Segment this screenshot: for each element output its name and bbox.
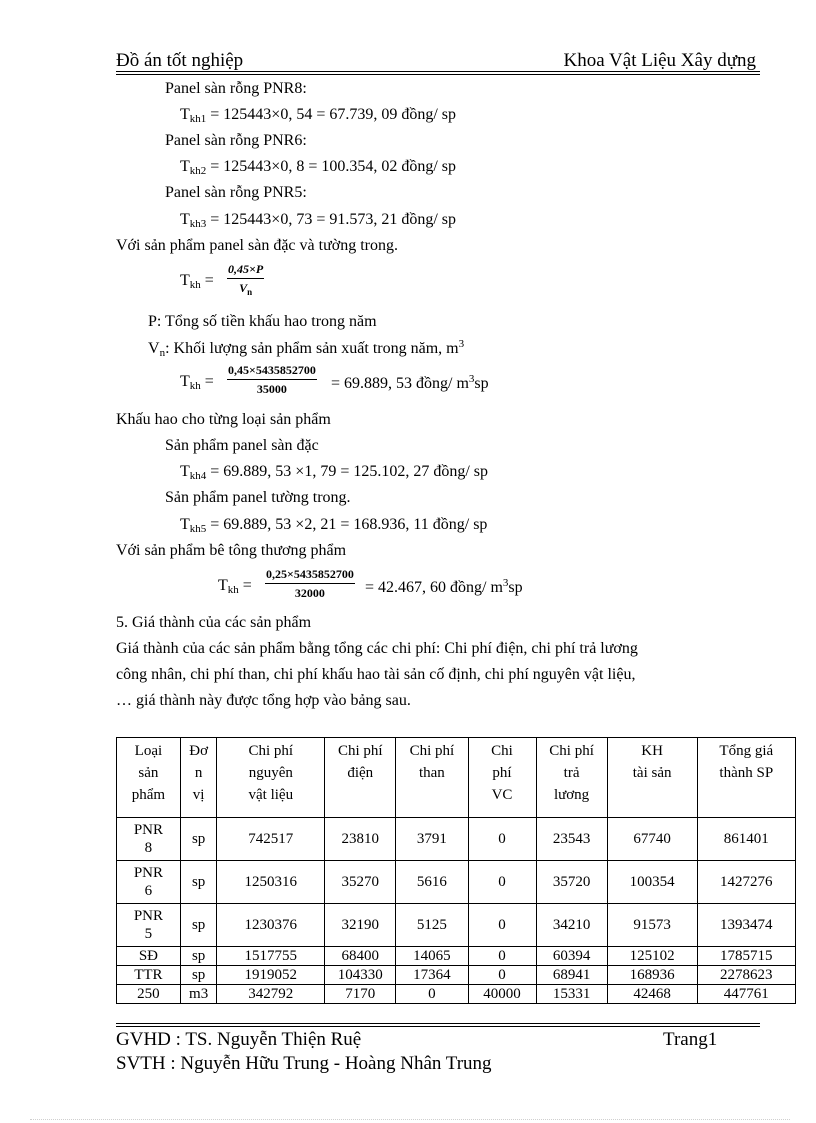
formula1-fraction: $\frac{0,45\times P}{V_n}$ bbox=[228, 262, 264, 297]
pnr6-formula: $T_{kh2} = 125443\times 0$, 8 = 100.354, 02 đồng/ sp bbox=[180, 158, 457, 177]
inner-wall-formula: $T_{kh5} = 69.889$, 53 ×2, 21 = 168.936, 11 đồng/ sp bbox=[180, 516, 488, 535]
footer-rule-2 bbox=[116, 1026, 760, 1027]
table-cell: 0 bbox=[468, 861, 536, 904]
pnr8-title: Panel sàn rỗng PNR8: bbox=[165, 80, 307, 97]
pnr5-formula: $T_{kh3} = 125443\times 0$, 73 = 91.573, 21 đồng/ sp bbox=[180, 211, 457, 230]
solid-intro: Với sản phẩm panel sàn đặc và tường trong. bbox=[116, 237, 398, 254]
each-product-intro: Khấu hao cho từng loại sản phẩm bbox=[116, 411, 331, 428]
table-cell: 5616 bbox=[396, 861, 468, 904]
table-cell: 168936 bbox=[607, 966, 697, 985]
table-cell: 1517755 bbox=[217, 947, 325, 966]
table-cell: 1393474 bbox=[697, 904, 795, 947]
header-right: Khoa Vật Liệu Xây dựng bbox=[563, 50, 756, 71]
table-cell: 14065 bbox=[396, 947, 468, 966]
table-cell: 3791 bbox=[396, 818, 468, 861]
table-cell: 5125 bbox=[396, 904, 468, 947]
table-cell: 17364 bbox=[396, 966, 468, 985]
table-cell: 40000 bbox=[468, 985, 536, 1004]
table-cell: 0 bbox=[468, 818, 536, 861]
footer-rule bbox=[116, 1023, 760, 1024]
table-row bbox=[117, 985, 796, 1004]
header-rule-2 bbox=[116, 74, 760, 75]
table-cell: 23543 bbox=[536, 818, 607, 861]
product-cell: TTR bbox=[117, 966, 181, 985]
section5-title: 5. Giá thành của các sản phẩm bbox=[116, 614, 312, 631]
table-cell: 0 bbox=[468, 904, 536, 947]
table-cell: 742517 bbox=[217, 818, 325, 861]
inner-wall-title: Sản phẩm panel tường trong. bbox=[165, 489, 351, 506]
header-cell: KH tài sản bbox=[607, 738, 697, 818]
page-bottom-dotted-line bbox=[30, 1119, 790, 1120]
header-cell: Đơ n vị bbox=[180, 738, 217, 818]
table-cell: 861401 bbox=[697, 818, 795, 861]
table-row bbox=[117, 861, 796, 904]
table-cell: sp bbox=[180, 861, 217, 904]
table-cell: 32190 bbox=[325, 904, 396, 947]
footer-supervisor: GVHD : TS. Nguyễn Thiện Ruệ bbox=[116, 1029, 362, 1050]
table-cell: 34210 bbox=[536, 904, 607, 947]
header-cell: Chi phí than bbox=[396, 738, 468, 818]
table-cell: 0 bbox=[396, 985, 468, 1004]
pnr6-title: Panel sàn rỗng PNR6: bbox=[165, 132, 307, 149]
pnr5-title: Panel sàn rỗng PNR5: bbox=[165, 184, 307, 201]
solid-floor-formula: $T_{kh4} = 69.889$, 53 ×1, 79 = 125.102, 27 đồng/ sp bbox=[180, 463, 489, 482]
table-cell: 23810 bbox=[325, 818, 396, 861]
formula2-lhs: $T_{kh}$ = bbox=[180, 373, 214, 392]
table-row bbox=[117, 818, 796, 861]
table-cell: 35720 bbox=[536, 861, 607, 904]
formula3-lhs: $T_{kh}$ = bbox=[218, 577, 252, 596]
footer-page-number: Trang1 bbox=[663, 1029, 718, 1050]
table-cell: 100354 bbox=[607, 861, 697, 904]
table-cell: 0 bbox=[468, 947, 536, 966]
formula2-fraction: $\frac{0,45\times 5435852700}{35000}$ bbox=[228, 363, 316, 396]
table-cell: 1427276 bbox=[697, 861, 795, 904]
concrete-intro: Với sản phẩm bê tông thương phẩm bbox=[116, 542, 347, 559]
table-cell: 2278623 bbox=[697, 966, 795, 985]
paragraph-line-2: công nhân, chi phí than, chi phí khấu hao tài sản cố định, chi phí nguyên vật liệu, bbox=[116, 666, 636, 683]
table-cell: 125102 bbox=[607, 947, 697, 966]
header-cell: Chi phí trả lương bbox=[536, 738, 607, 818]
table-cell: 42468 bbox=[607, 985, 697, 1004]
header-cell: Chi phí điện bbox=[325, 738, 396, 818]
table-cell: 35270 bbox=[325, 861, 396, 904]
formula1-lhs: $T_{kh}$ = bbox=[180, 272, 214, 291]
formula3-result: = 42.467, 60 đồng/ $m^3sp$ bbox=[365, 577, 523, 596]
table-cell: 104330 bbox=[325, 966, 396, 985]
table-cell: m3 bbox=[180, 985, 217, 1004]
table-cell: sp bbox=[180, 904, 217, 947]
table-cell: 15331 bbox=[536, 985, 607, 1004]
table-cell: 68941 bbox=[536, 966, 607, 985]
table-cell: 1230376 bbox=[217, 904, 325, 947]
table-cell: 7170 bbox=[325, 985, 396, 1004]
formula2-result: = 69.889, 53 đồng/ $m^3sp$ bbox=[331, 373, 489, 392]
table-cell: 68400 bbox=[325, 947, 396, 966]
product-cell: PNR 5 bbox=[117, 904, 181, 947]
table-cell: 1250316 bbox=[217, 861, 325, 904]
solid-floor-title: Sản phẩm panel sàn đặc bbox=[165, 437, 319, 454]
header-cell: Chi phí VC bbox=[468, 738, 536, 818]
product-cell: PNR 6 bbox=[117, 861, 181, 904]
footer-students: SVTH : Nguyễn Hữu Trung - Hoàng Nhân Trung bbox=[116, 1053, 492, 1074]
p-definition: P: Tổng số tiền khấu hao trong năm bbox=[148, 313, 377, 330]
table-cell: 1919052 bbox=[217, 966, 325, 985]
header-cell: Chi phí nguyên vật liệu bbox=[217, 738, 325, 818]
table-cell: sp bbox=[180, 947, 217, 966]
table-cell: 91573 bbox=[607, 904, 697, 947]
table-cell: 0 bbox=[468, 966, 536, 985]
cost-table bbox=[116, 737, 796, 1004]
paragraph-line-1: Giá thành của các sản phẩm bằng tổng các chi phí: Chi phí điện, chi phí trả lương bbox=[116, 640, 638, 657]
product-cell: PNR 8 bbox=[117, 818, 181, 861]
table-row bbox=[117, 947, 796, 966]
table-row bbox=[117, 904, 796, 947]
table-header-row bbox=[117, 738, 796, 818]
header-rule bbox=[116, 71, 760, 72]
table-cell: 60394 bbox=[536, 947, 607, 966]
header-left: Đồ án tốt nghiệp bbox=[116, 50, 244, 71]
formula3-fraction: $\frac{0,25\times 5435852700}{32000}$ bbox=[266, 567, 354, 600]
paragraph-line-3: … giá thành này được tổng hợp vào bảng sau. bbox=[116, 692, 411, 709]
table-cell: 447761 bbox=[697, 985, 795, 1004]
table-cell: 67740 bbox=[607, 818, 697, 861]
product-cell: 250 bbox=[117, 985, 181, 1004]
header-cell: Loại sản phẩm bbox=[117, 738, 181, 818]
table-cell: sp bbox=[180, 818, 217, 861]
table-cell: 342792 bbox=[217, 985, 325, 1004]
v-definition: $V_n$: Khối lượng sản phẩm sản xuất trong năm, $m^3$ bbox=[148, 338, 465, 359]
table-cell: sp bbox=[180, 966, 217, 985]
header-cell: Tổng giá thành SP bbox=[697, 738, 795, 818]
table-cell: 1785715 bbox=[697, 947, 795, 966]
pnr8-formula: $T_{kh1} = 125443\times 0$, 54 = 67.739, 09 đồng/ sp bbox=[180, 106, 457, 125]
table-row bbox=[117, 966, 796, 985]
product-cell: SĐ bbox=[117, 947, 181, 966]
